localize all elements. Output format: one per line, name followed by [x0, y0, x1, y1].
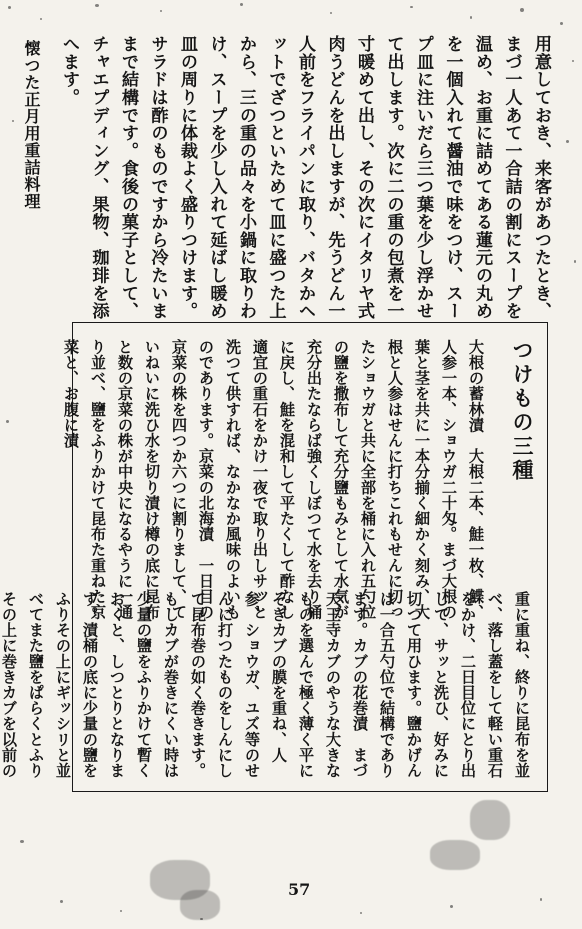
- pickles-sidebar-box: [0, 322, 548, 792]
- box-upper-section: [62, 337, 537, 627]
- box-body-upper: 大根の蓄林漬 大根二本、鮭一枚、鰈、人参一本、ショウガ二十匁。まづ大根の葉と茎を共に一本分揃く細かく刻み、大根と人参はせんに打ちこれもせんに切ったショウガと共に全部を桶に入れ五勺位の鹽を撒布して充分鹽もみとして水気が充分出たならば強くしぼつて水を去り桶に戻し、鮭を混和して平たくして酢なし適宜の重石をかけ一夜で取り出しサッと洗つて供すれば、なかなか風味のよいものであります。京菜の北海漬 一日目の京菜の株を四つか六つに割りまして、ていねいに洗ひ水を切り漬け樽の底に昆布と数の京菜の株が中央になるやうに一通り並べ、鹽をふりかけて昆布た重ねた京菜と、お腹に漬: [62, 339, 485, 620]
- box-title: つけもの三種: [510, 339, 535, 483]
- body-text-top: 用意しておき、来客があつたとき、まづ一人あて一合詰の割にスープを温め、お重に詰めてある蓮元の丸めを一個入れて醤油で味をつけ、スープ皿に注いだら三つ葉を少し浮かせて出します。次に二の重の包煮を一寸暖めて出し、その次にイタリヤ式肉うどんを出しますが、先うどん一人前をフライパンに取り、バタかヘットでざつといためて皿に盛つた上から、三の重の品々を小鍋に取りわけ、スープを少し入れて延ばし暖め皿の周りに体裁よく盛りつけます。サラドは酢のものですから冷たいままで結構です。食後の菓子として、チャエプディング、果物、珈琲を添へます。: [59, 35, 551, 320]
- page-number: 57: [288, 880, 311, 899]
- running-title: 懐つた正月用重詰料理: [22, 40, 41, 210]
- box-body-lower: 重に重ね、終りに昆布を並べ、落し蓋をして軽い重石をかけ、二日目位にとり出して、サッと洗ひ、好みに切つて用ひます。鹽かげんは一合五勺位で結構であります。カブの花巻漬 まづ天王寺カブのやうな大きなものを選んで極く薄く平にそぎカブの膜を重ね、人参、ショウガ、ユズ等のせんに打つたものをしんにして昆布巻の如く巻きます。もしカブが巻きにくい時は少量の鹽をふりかけて暫くおくと、しつとりとなります。漬桶の底に少量の鹽をふりその上にギッシリと並べてまた鹽をぱらくとふりその上に巻きカブを以前の: [0, 591, 531, 779]
